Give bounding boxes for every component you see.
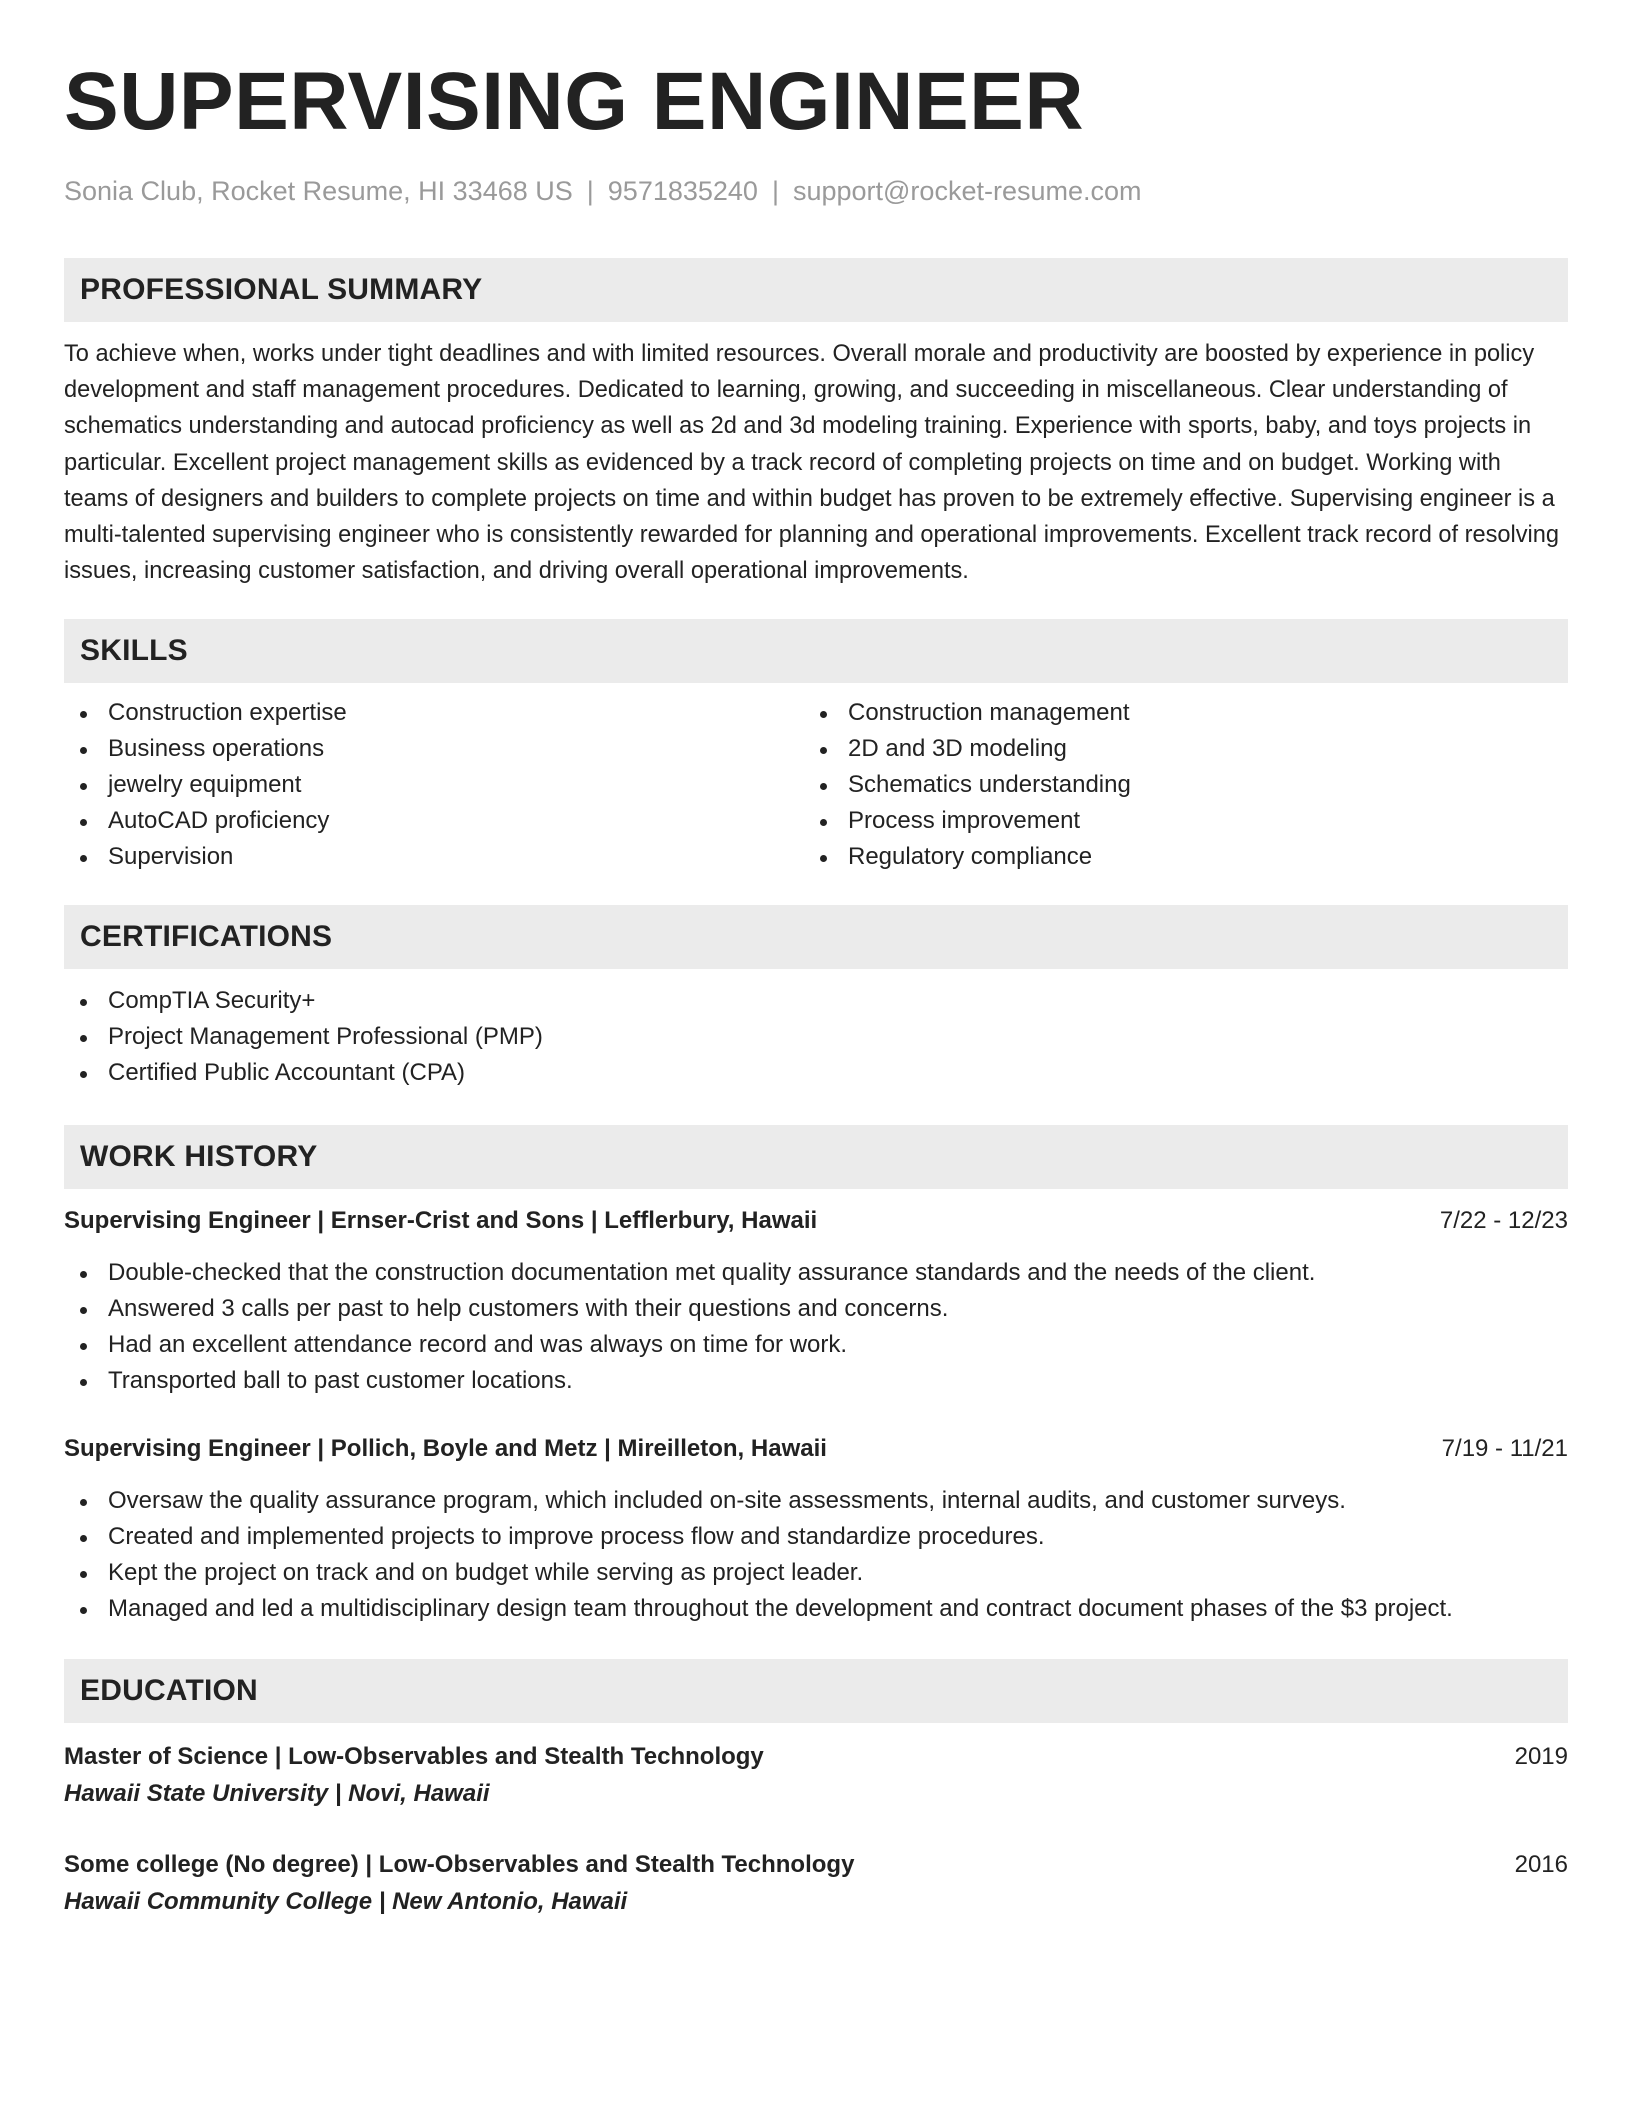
contact-email: support@rocket-resume.com: [792, 176, 1142, 206]
skill-item: AutoCAD proficiency: [64, 803, 804, 839]
job-duty: Double-checked that the construction documentation met quality assurance standards and the needs of the client.: [64, 1255, 1568, 1291]
certifications-heading: CERTIFICATIONS: [64, 905, 1568, 969]
certification-item: Certified Public Accountant (CPA): [64, 1055, 1568, 1091]
education-entry: [64, 1739, 1568, 1813]
job-title: Supervising Engineer | Pollich, Boyle and Metz | Mireilleton, Hawaii: [64, 1435, 827, 1463]
skills-list-right: [804, 695, 1544, 875]
contact-address: Sonia Club, Rocket Resume, HI 33468 US: [64, 176, 573, 206]
skill-item: Supervision: [64, 839, 804, 875]
skill-item: Process improvement: [804, 803, 1544, 839]
certification-item: Project Management Professional (PMP): [64, 1019, 1568, 1055]
job-duty: Had an excellent attendance record and was always on time for work.: [64, 1327, 1568, 1363]
skills-section: [64, 619, 1568, 875]
contact-phone: 9571835240: [607, 176, 758, 206]
contact-line: [64, 174, 1568, 208]
education-heading: EDUCATION: [64, 1659, 1568, 1723]
summary-heading: PROFESSIONAL SUMMARY: [64, 258, 1568, 322]
education-header: [64, 1739, 1568, 1775]
education-year: 2016: [1514, 1851, 1568, 1879]
skill-item: Regulatory compliance: [804, 839, 1544, 875]
job-duty: Transported ball to past customer locations.: [64, 1363, 1568, 1399]
skill-item: 2D and 3D modeling: [804, 731, 1544, 767]
skill-item: Schematics understanding: [804, 767, 1544, 803]
job-duty: Managed and led a multidisciplinary design team throughout the development and contract document phases of the $3 project.: [64, 1591, 1568, 1627]
job-duties: [64, 1483, 1568, 1627]
education-degree: Some college (No degree) | Low-Observables and Stealth Technology: [64, 1851, 855, 1879]
job-duty: Answered 3 calls per past to help customers with their questions and concerns.: [64, 1291, 1568, 1327]
job-entry: [64, 1431, 1568, 1627]
work-history-section: [64, 1125, 1568, 1627]
job-title: Supervising Engineer | Ernser-Crist and Sons | Lefflerbury, Hawaii: [64, 1207, 818, 1235]
skill-item: Business operations: [64, 731, 804, 767]
education-school: Hawaii Community College | New Antonio, Hawaii: [64, 1888, 628, 1916]
job-entry: [64, 1203, 1568, 1399]
certifications-list: [64, 983, 1568, 1091]
job-duty: Oversaw the quality assurance program, which included on-site assessments, internal audits, and customer surveys.: [64, 1483, 1568, 1519]
summary-section: [64, 258, 1568, 589]
work-history-heading: WORK HISTORY: [64, 1125, 1568, 1189]
job-header: [64, 1203, 1568, 1239]
skills-list-left: [64, 695, 804, 875]
job-header: [64, 1431, 1568, 1467]
job-duties: [64, 1255, 1568, 1399]
education-section: [64, 1659, 1568, 1921]
job-duty: Kept the project on track and on budget while serving as project leader.: [64, 1555, 1568, 1591]
skills-grid: [64, 695, 1568, 875]
education-degree: Master of Science | Low-Observables and Stealth Technology: [64, 1743, 764, 1771]
skills-heading: SKILLS: [64, 619, 1568, 683]
summary-text: To achieve when, works under tight deadlines and with limited resources. Overall morale and productivity are boosted by experience in policy development and staff management procedures. Dedicated to learning, growing, and succeeding in miscellaneous. Clear understanding of schematics understanding and autocad proficiency as well as 2d and 3d modeling training. Experience with sports, baby, and toys projects in particular. Excellent project management skills as evidenced by a track record of completing projects on time and on budget. Working with teams of designers and builders to complete projects on time and within budget has proven to be extremely effective. Supervising engineer is a multi-talented supervising engineer who is consistently rewarded for planning and operational improvements. Excellent track record of resolving issues, increasing customer satisfaction, and driving overall operational improvements.: [64, 341, 1560, 585]
contact-separator: |: [771, 176, 779, 206]
job-dates: 7/22 - 12/23: [1439, 1207, 1568, 1235]
job-duty: Created and implemented projects to improve process flow and standardize procedures.: [64, 1519, 1568, 1555]
education-entry: [64, 1847, 1568, 1921]
skill-item: Construction expertise: [64, 695, 804, 731]
candidate-title: SUPERVISING ENGINEER: [64, 56, 1085, 147]
certifications-section: [64, 905, 1568, 1091]
skill-item: jewelry equipment: [64, 767, 804, 803]
job-dates: 7/19 - 11/21: [1441, 1435, 1568, 1463]
education-year: 2019: [1514, 1743, 1568, 1771]
certification-item: CompTIA Security+: [64, 983, 1568, 1019]
contact-separator: |: [586, 176, 594, 206]
education-header: [64, 1847, 1568, 1883]
skill-item: Construction management: [804, 695, 1544, 731]
education-school: Hawaii State University | Novi, Hawaii: [64, 1780, 490, 1808]
